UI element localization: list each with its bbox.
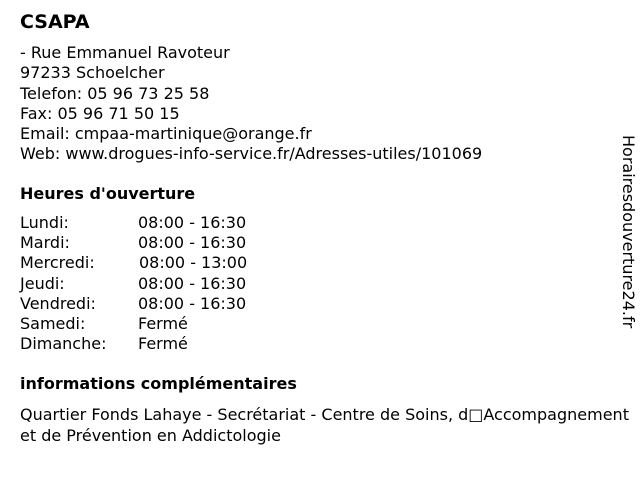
- phone-number: Telefon: 05 96 73 25 58: [20, 83, 210, 103]
- contact-info: [20, 43, 482, 165]
- day-label: Mercredi:: [20, 253, 95, 273]
- page-title: CSAPA: [20, 11, 90, 33]
- day-label: Vendredi:: [20, 293, 96, 313]
- day-label: Lundi:: [20, 213, 69, 232]
- time-value: 08:00 - 16:30: [138, 293, 247, 313]
- time-value: 08:00 - 16:30: [138, 273, 247, 293]
- website: Web: www.drogues-info-service.fr/Adresses-utiles/101069: [20, 144, 483, 164]
- day-label: Mardi:: [20, 233, 70, 253]
- email-address: Email: cmpaa-martinique@orange.fr: [20, 124, 312, 144]
- fax-number: Fax: 05 96 71 50 15: [20, 103, 180, 123]
- additional-info-text: Quartier Fonds Lahaye - Secrétariat - Centre de Soins, d□Accompagnement et de Prévention en Addictologie: [20, 405, 629, 445]
- time-value: 08:00 - 13:00: [139, 253, 248, 273]
- day-label: Dimanche:: [20, 334, 107, 354]
- day-label: Samedi:: [20, 313, 86, 333]
- time-value: Fermé: [138, 334, 188, 354]
- time-value: Fermé: [138, 313, 188, 333]
- time-value: 08:00 - 16:30: [138, 213, 247, 232]
- street-address: - Rue Emmanuel Ravoteur: [20, 43, 230, 62]
- day-label: Jeudi:: [20, 273, 65, 293]
- opening-hours-heading: Heures d'ouverture: [20, 184, 196, 203]
- time-value: 08:00 - 16:30: [138, 233, 247, 253]
- site-watermark: Horairesdouverture24.fr: [619, 135, 638, 329]
- city: 97233 Schoelcher: [20, 63, 165, 83]
- additional-info-heading: informations complémentaires: [20, 374, 297, 393]
